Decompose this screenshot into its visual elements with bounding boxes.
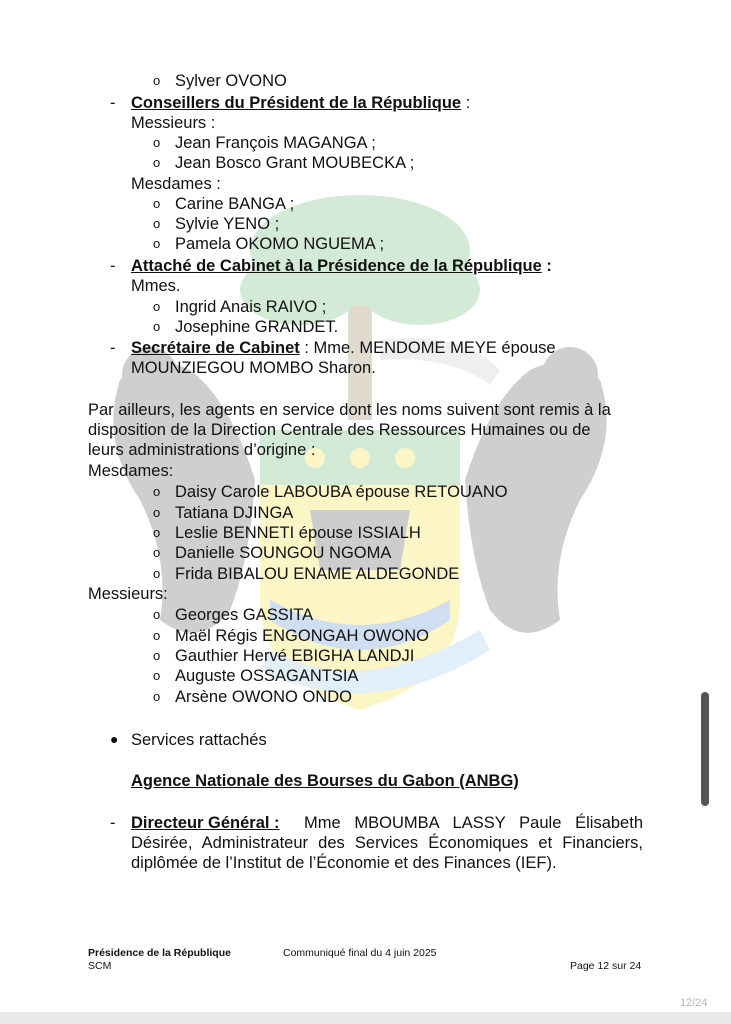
list-item: Georges GASSITA: [175, 606, 314, 624]
agency-title: Agence Nationale des Bourses du Gabon (ANBG): [131, 772, 519, 790]
list-bullet: o: [153, 668, 161, 683]
list-item: Auguste OSSAGANTSIA: [175, 667, 359, 685]
dash-bullet: -: [110, 814, 116, 832]
paragraph-line: Par ailleurs, les agents en service dont les noms suivent sont remis à la: [88, 401, 611, 419]
group-label: Mesdames :: [131, 175, 221, 193]
list-item: Maël Régis ENGONGAH OWONO: [175, 627, 429, 645]
list-bullet: o: [153, 236, 161, 251]
list-item: Sylvie YENO ;: [175, 215, 280, 233]
list-item: Arsène OWONO ONDO: [175, 688, 352, 706]
list-item: Carine BANGA ;: [175, 195, 295, 213]
group-label: Mmes.: [131, 277, 181, 295]
scrollbar-thumb[interactable]: [701, 692, 709, 806]
dash-bullet: -: [110, 257, 116, 275]
list-bullet: o: [153, 196, 161, 211]
list-bullet: o: [153, 73, 161, 88]
list-item: Gauthier Hervé EBIGHA LANDJI: [175, 647, 415, 665]
list-bullet: o: [153, 545, 161, 560]
group-label: Mesdames:: [88, 462, 174, 480]
viewer-bottom-bar: [0, 1012, 731, 1024]
list-bullet: o: [153, 216, 161, 231]
director-text: diplômée de l’Institut de l’Économie et des Finances (IEF).: [131, 854, 557, 872]
director-text: Mme MBOUMBA LASSY Paule Élisabeth: [304, 814, 643, 832]
section-text: MOUNZIEGOU MOMBO Sharon.: [131, 359, 376, 377]
director-title: Directeur Général :: [131, 814, 280, 832]
footer-page-number: Page 12 sur 24: [570, 960, 642, 972]
list-bullet: o: [153, 566, 161, 581]
list-bullet: o: [153, 525, 161, 540]
list-bullet: o: [153, 319, 161, 334]
paragraph-line: leurs administrations d’origine :: [88, 441, 316, 459]
list-item: Danielle SOUNGOU NGOMA: [175, 544, 392, 562]
section-heading: Attaché de Cabinet à la Présidence de la République :: [131, 257, 552, 275]
list-bullet: o: [153, 607, 161, 622]
list-item: Jean François MAGANGA ;: [175, 134, 376, 152]
list-bullet: o: [153, 689, 161, 704]
list-bullet: o: [153, 648, 161, 663]
page-indicator: 12/24: [680, 997, 708, 1009]
section-heading: Secrétaire de Cabinet : Mme. MENDOME MEYE épouse: [131, 339, 556, 357]
group-label: Messieurs:: [88, 585, 168, 603]
footer-left-title: Présidence de la République: [88, 947, 231, 959]
footer-left-sub: SCM: [88, 960, 112, 972]
list-bullet: o: [153, 299, 161, 314]
dash-bullet: -: [110, 94, 116, 112]
section-heading: Conseillers du Président de la République :: [131, 94, 471, 112]
footer-center: Communiqué final du 4 juin 2025: [283, 947, 437, 959]
list-item: Daisy Carole LABOUBA épouse RETOUANO: [175, 483, 508, 501]
director-text: Désirée, Administrateur des Services Économiques et Financiers,: [131, 834, 643, 852]
list-item: Pamela OKOMO NGUEMA ;: [175, 235, 385, 253]
list-bullet: o: [153, 484, 161, 499]
list-item: Tatiana DJINGA: [175, 504, 294, 522]
dash-bullet: -: [110, 339, 116, 357]
list-item: Sylver OVONO: [175, 72, 287, 90]
list-item: Josephine GRANDET.: [175, 318, 339, 336]
list-item: Jean Bosco Grant MOUBECKA ;: [175, 154, 415, 172]
paragraph-line: disposition de la Direction Centrale des Ressources Humaines ou de: [88, 421, 591, 439]
group-label: Messieurs :: [131, 114, 216, 132]
round-bullet: ●: [110, 731, 119, 747]
list-item: Leslie BENNETI épouse ISSIALH: [175, 524, 421, 542]
list-bullet: o: [153, 135, 161, 150]
list-bullet: o: [153, 155, 161, 170]
list-item: Ingrid Anais RAIVO ;: [175, 298, 327, 316]
list-item: Frida BIBALOU ENAME ALDEGONDE: [175, 565, 460, 583]
bullet-text: Services rattachés: [131, 731, 267, 749]
list-bullet: o: [153, 628, 161, 643]
list-bullet: o: [153, 505, 161, 520]
